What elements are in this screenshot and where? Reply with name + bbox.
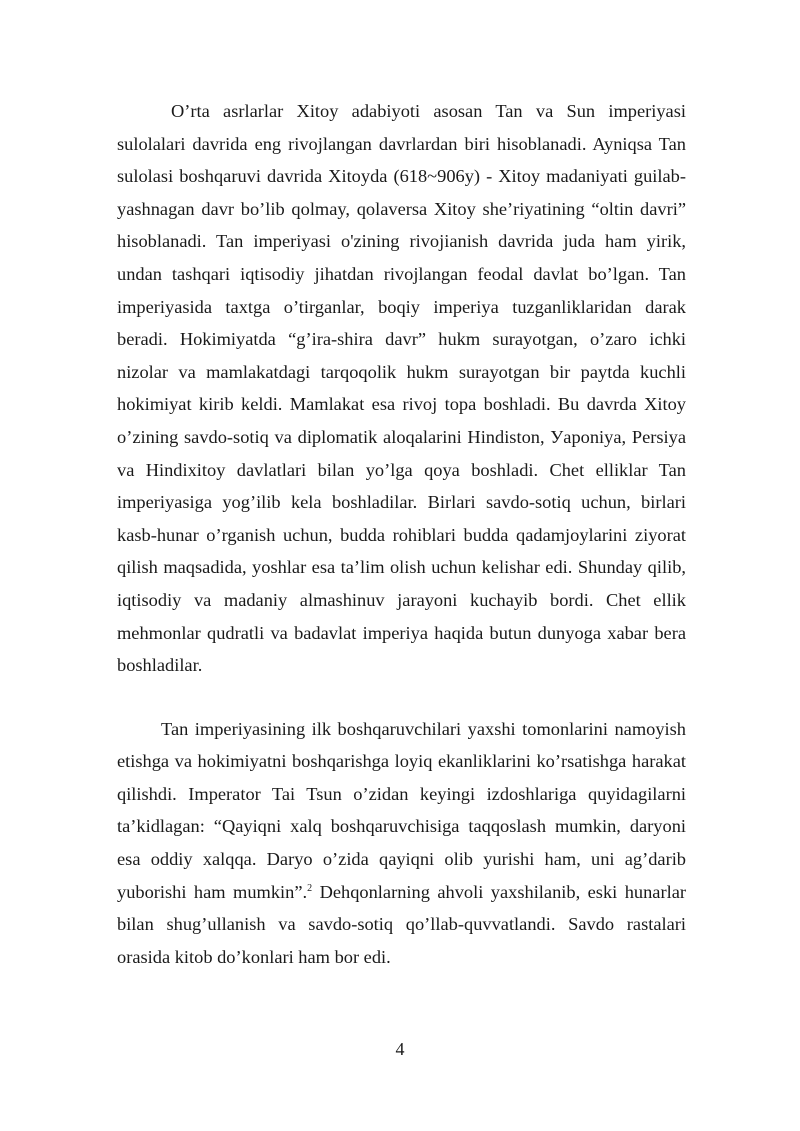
page-body xyxy=(117,95,686,973)
paragraph-tang-rulers xyxy=(117,713,686,974)
paragraph-text-before-footnote: Tan imperiyasining ilk boshqaruvchilari yaxshi tomonlarini namoyish etishga va hokimiyatni boshqarishga loyiq ekanliklarini ko’rsatishga harakat qilishdi. Imperator Tai Tsun o’zidan keyingi izdoshlariga quyidagilarni ta’kidlagan: “Qayiqni xalq boshqaruvchisiga taqqoslash mumkin, daryoni esa oddiy xalqqa. Daryo o’zida qayiqni olib yurishi ham, uni ag’darib yuborishi ham mumkin”. xyxy=(117,718,686,902)
paragraph-text-after-footnote: Dehqonlarning ahvoli yaxshilanib, eski hunarlar bilan shug’ullanish va savdo-sotiq qo’llab-quvvatlandi. Savdo rastalari orasida kitob do’konlari ham bor edi. xyxy=(117,881,686,967)
footnote-marker[interactable]: 2 xyxy=(307,882,313,894)
paragraph-tang-dynasty-history: O’rta asrlarlar Xitoy adabiyoti asosan Tan va Sun imperiyasi sulolalari davrida eng rivojlangan davrlardan biri hisoblanadi. Ayniqsa Tan sulolasi boshqaruvi davrida Xitoyda (618~906y) - Xitoy madaniyati guilab-yashnagan davr bo’lib qolmay, qolaversa Xitoy she’riyatining “oltin davri” hisoblanadi. Tan imperiyasi o'zining rivojianish davrida juda ham yirik, undan tashqari iqtisodiy jihatdan rivojlangan feodal davlat bo’lgan. Tan imperiyasida taxtga o’tirganlar, boqiy imperiya tuzganliklaridan darak beradi. Hokimiyatda “g’ira-shira davr” hukm surayotgan, o’zaro ichki nizolar va mamlakatdagi tarqoqolik hukm surayotgan bir paytda kuchli hokimiyat kirib keldi. Mamlakat esa rivoj topa boshladi. Bu davrda Xitoy o’zining savdo-sotiq va diplomatik aloqalarini Hindiston, Уaponiya, Persiya va Hindixitoy davlatlari bilan yo’lga qoya boshladi. Chet elliklar Tan imperiyasiga yog’ilib kela boshladilar. Birlari savdo-sotiq uchun, birlari kasb-hunar o’rganish uchun, budda rohiblari budda qadamjoylarini ziyorat qilish maqsadida, yoshlar esa ta’lim olish uchun kelishar edi. Shunday qilib, iqtisodiy va madaniy almashinuv jarayoni kuchayib bordi. Chet ellik mehmonlar qudratli va badavlat imperiya haqida butun dunyoga xabar bera boshladilar. xyxy=(117,101,686,676)
page-number: 4 xyxy=(395,1039,405,1059)
